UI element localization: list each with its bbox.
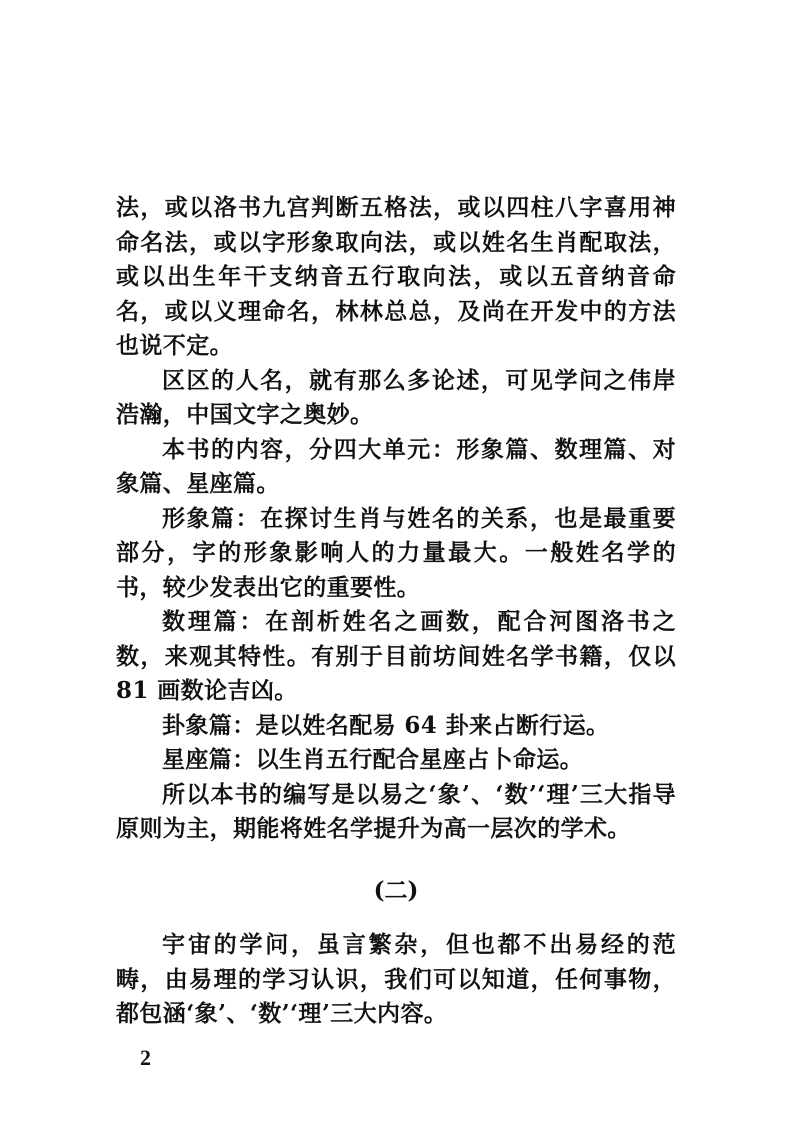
paragraph: 数理篇：在剖析姓名之画数，配合河图洛书之数，来观其特性。有别于目前坊间姓名学书籍，仅以 81 画数论吉凶。 bbox=[116, 608, 676, 704]
paragraph: 卦象篇：是以姓名配易 64 卦来占断行运。 bbox=[162, 711, 610, 739]
section-text-block bbox=[116, 928, 676, 1032]
paragraph-continued: 法，或以洛书九宫判断五格法，或以四柱八字喜用神命名法，或以字形象取向法，或以姓名生肖配取法，或以出生年干支纳音五行取向法，或以五音纳音命名，或以义理命名，林林总总，及尚在开发中的方法也说不定。 bbox=[116, 194, 676, 359]
paragraph: 形象篇：在探讨生肖与姓名的关系，也是最重要部分，字的形象影响人的力量最大。一般姓名学的书，较少发表出它的重要性。 bbox=[116, 504, 676, 601]
paragraph: 区区的人名，就有那么多论述，可见学问之伟岸浩瀚，中国文字之奥妙。 bbox=[116, 366, 676, 428]
paragraph: 星座篇：以生肖五行配合星座占卜命运。 bbox=[162, 746, 584, 773]
paragraph: 所以本书的编写是以易之‘象’、‘数’‘理’三大指导原则为主，期能将姓名学提升为高一层次的学术。 bbox=[116, 780, 676, 842]
main-text-block bbox=[116, 191, 676, 847]
page-number: 2 bbox=[140, 1045, 151, 1070]
paragraph: 宇宙的学问，虽言繁杂，但也都不出易经的范畴，由易理的学习认识，我们可以知道，任何事物，都包涵‘象’、‘数’‘理’三大内容。 bbox=[116, 931, 676, 1027]
paragraph: 本书的内容，分四大单元：形象篇、数理篇、对象篇、星座篇。 bbox=[116, 435, 676, 497]
section-heading: (二) bbox=[373, 877, 419, 904]
